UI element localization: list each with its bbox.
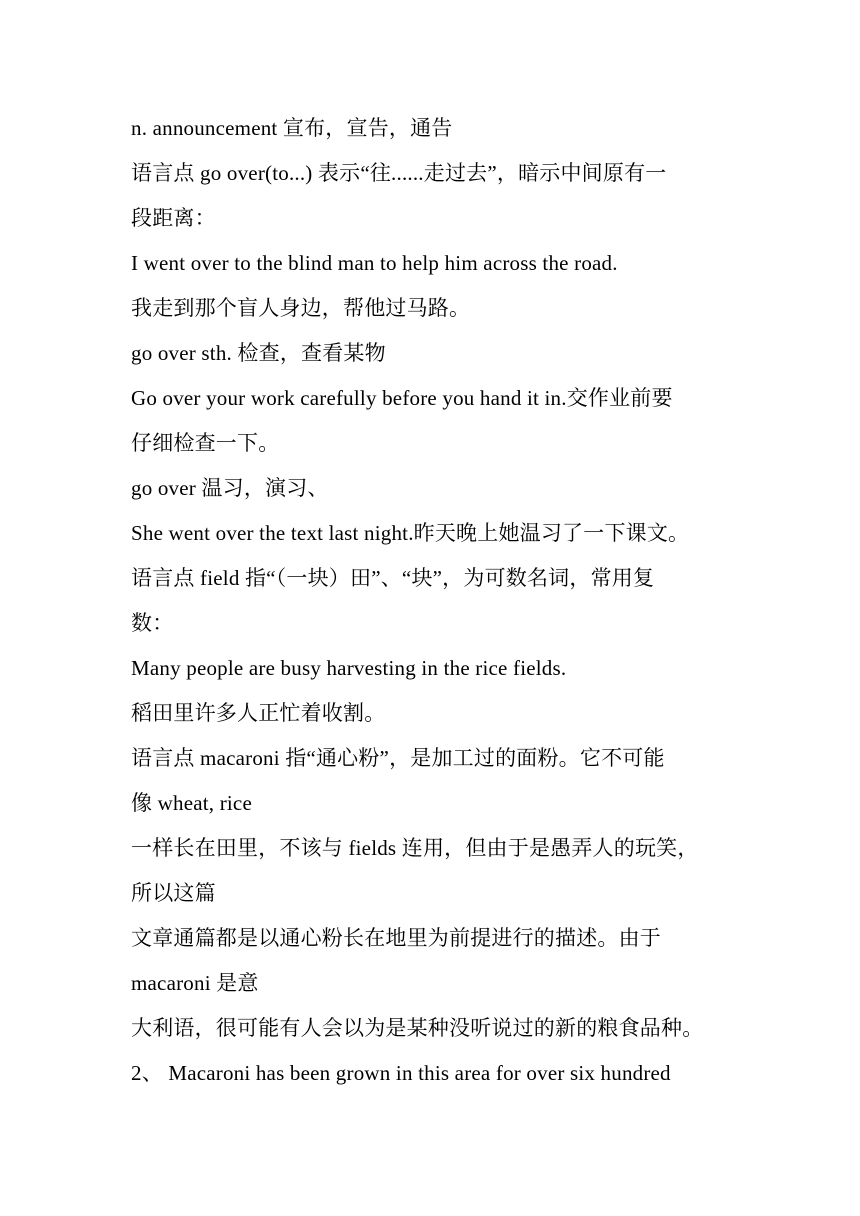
text-line-7: Go over your work carefully before you hand it in.交作业前要	[131, 386, 673, 410]
text-line-6: go over sth. 检查，查看某物	[131, 341, 386, 365]
text-line-1: n. announcement 宣布，宣告，通告	[131, 116, 453, 140]
text-line-3: 段距离：	[131, 206, 216, 230]
text-line-17: 一样长在田里，不该与 fields 连用，但由于是愚弄人的玩笑，	[131, 836, 699, 860]
text-line-22: 2、 Macaroni has been grown in this area for over six hundred	[131, 1061, 671, 1085]
text-line-21: 大利语，很可能有人会以为是某种没听说过的新的粮食品种。	[131, 1016, 704, 1040]
text-line-5: 我走到那个盲人身边，帮他过马路。	[131, 296, 471, 320]
text-line-10: She went over the text last night.昨天晚上她温习了一下课文。	[131, 521, 690, 545]
text-line-12: 数：	[131, 611, 174, 635]
text-line-11: 语言点 field 指“（一块）田”、“块”，为可数名词，常用复	[131, 566, 655, 590]
text-line-2: 语言点 go over(to...) 表示“往......走过去”，暗示中间原有一	[131, 161, 667, 185]
text-line-4: I went over to the blind man to help him across the road.	[131, 251, 618, 275]
text-line-9: go over 温习，演习、	[131, 476, 329, 500]
text-line-15: 语言点 macaroni 指“通心粉”，是加工过的面粉。它不可能	[131, 746, 665, 770]
text-line-19: 文章通篇都是以通心粉长在地里为前提进行的描述。由于	[131, 926, 661, 950]
text-line-8: 仔细检查一下。	[131, 431, 280, 455]
text-line-18: 所以这篇	[131, 881, 216, 905]
text-line-14: 稻田里许多人正忙着收割。	[131, 701, 386, 725]
text-line-20: macaroni 是意	[131, 971, 259, 995]
text-line-13: Many people are busy harvesting in the rice fields.	[131, 656, 567, 680]
text-line-16: 像 wheat, rice	[131, 791, 252, 815]
